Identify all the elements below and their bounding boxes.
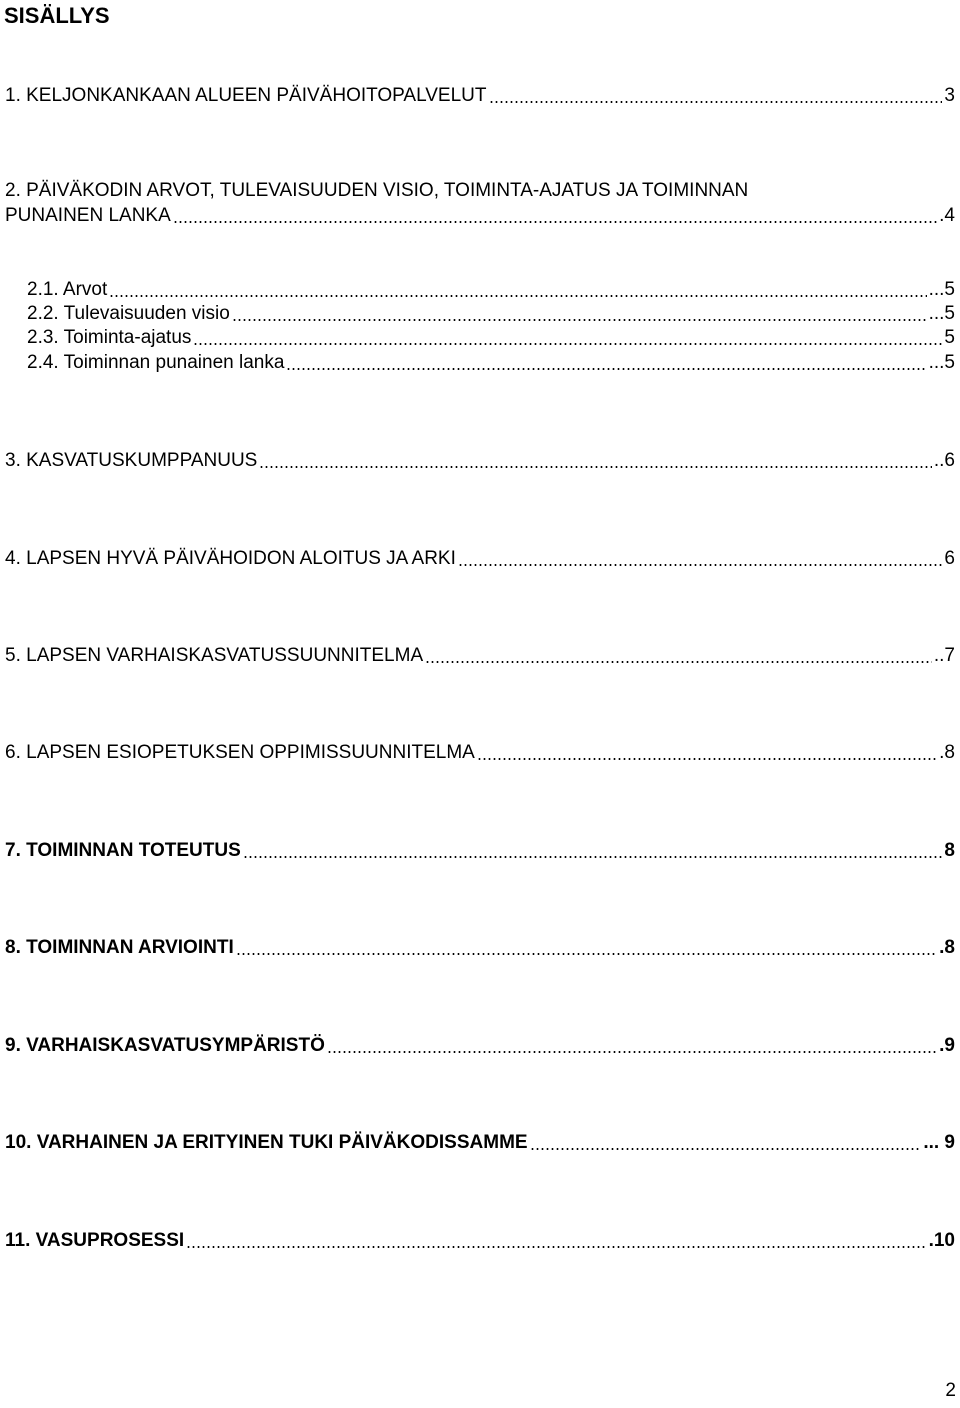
toc-leader-dots — [109, 295, 926, 297]
toc-entry-page: ...5 — [928, 303, 955, 324]
toc-leader-dots — [286, 368, 926, 370]
toc-entry-page: ... 9 — [923, 1132, 955, 1153]
toc-entry-6[interactable] — [5, 742, 955, 764]
toc-entry-label: 4. LAPSEN HYVÄ PÄIVÄHOIDON ALOITUS JA ARKI — [5, 548, 456, 569]
toc-leader-dots — [193, 343, 942, 345]
toc-entry-page: .8 — [939, 742, 955, 763]
page-number: 2 — [945, 1380, 956, 1401]
toc-entry-2-line1[interactable] — [5, 180, 748, 202]
toc-entry-label: 11. VASUPROSESSI — [5, 1230, 185, 1251]
toc-leader-dots — [425, 661, 932, 663]
toc-entry-label: PUNAINEN LANKA — [5, 205, 171, 226]
toc-leader-dots — [489, 101, 943, 103]
toc-leader-dots — [232, 319, 927, 321]
toc-leader-dots — [458, 564, 943, 566]
toc-entry-page: .9 — [939, 1035, 955, 1056]
toc-entry-label: 7. TOIMINNAN TOTEUTUS — [5, 840, 241, 861]
toc-title: SISÄLLYS — [4, 3, 110, 28]
toc-entry-page: 8 — [944, 840, 955, 861]
toc-entry-label: 1. KELJONKANKAAN ALUEEN PÄIVÄHOITOPALVELUT — [5, 85, 487, 106]
toc-entry-page: 5 — [944, 327, 955, 348]
toc-leader-dots — [327, 1051, 937, 1053]
toc-entry-page: 6 — [944, 548, 955, 569]
toc-entry-label: 5. LAPSEN VARHAISKASVATUSSUUNNITELMA — [5, 645, 424, 666]
toc-entry-2-3[interactable] — [27, 327, 955, 349]
toc-entry-label: 6. LAPSEN ESIOPETUKSEN OPPIMISSUUNNITELMA — [5, 742, 475, 763]
toc-entry-5[interactable] — [5, 645, 955, 667]
toc-entry-1[interactable] — [5, 85, 955, 107]
toc-entry-page: ..7 — [933, 645, 955, 666]
toc-entry-page: ..6 — [933, 450, 955, 471]
toc-leader-dots — [173, 221, 937, 223]
toc-entry-label: 2. PÄIVÄKODIN ARVOT, TULEVAISUUDEN VISIO, TOIMINTA-AJATUS JA TOIMINNAN — [5, 180, 749, 201]
toc-entry-label: 8. TOIMINNAN ARVIOINTI — [5, 937, 234, 958]
toc-entry-7[interactable] — [5, 840, 955, 862]
toc-leader-dots — [186, 1246, 926, 1248]
toc-entry-2-1[interactable] — [27, 279, 955, 301]
toc-entry-label: 10. VARHAINEN JA ERITYINEN TUKI PÄIVÄKODISSAMME — [5, 1132, 528, 1153]
toc-entry-11[interactable] — [5, 1230, 955, 1252]
toc-entry-label: 2.2. Tulevaisuuden visio — [27, 303, 230, 324]
toc-entry-2-4[interactable] — [27, 352, 955, 374]
toc-entry-page: .8 — [939, 937, 955, 958]
toc-leader-dots — [243, 856, 943, 858]
toc-entry-2-2[interactable] — [27, 303, 955, 325]
toc-entry-page: ...5 — [928, 279, 955, 300]
toc-leader-dots — [477, 758, 937, 760]
toc-entry-label: 2.1. Arvot — [27, 279, 108, 300]
toc-leader-dots — [236, 953, 937, 955]
toc-leader-dots — [259, 466, 932, 468]
toc-entry-label: 3. KASVATUSKUMPPANUUS — [5, 450, 258, 471]
toc-leader-dots — [530, 1148, 922, 1150]
toc-entry-3[interactable] — [5, 450, 955, 472]
toc-entry-page: .4 — [939, 205, 955, 226]
toc-entry-8[interactable] — [5, 937, 955, 959]
toc-entry-page: .10 — [928, 1230, 955, 1251]
toc-entry-9[interactable] — [5, 1035, 955, 1057]
toc-entry-label: 2.4. Toiminnan punainen lanka — [27, 352, 285, 373]
toc-entry-2[interactable] — [5, 205, 955, 227]
toc-entry-page: 3 — [944, 85, 955, 106]
toc-entry-4[interactable] — [5, 548, 955, 570]
toc-entry-label: 9. VARHAISKASVATUSYMPÄRISTÖ — [5, 1035, 325, 1056]
toc-entry-10[interactable] — [5, 1132, 955, 1154]
toc-entry-page: ...5 — [928, 352, 955, 373]
toc-entry-label: 2.3. Toiminta-ajatus — [27, 327, 192, 348]
